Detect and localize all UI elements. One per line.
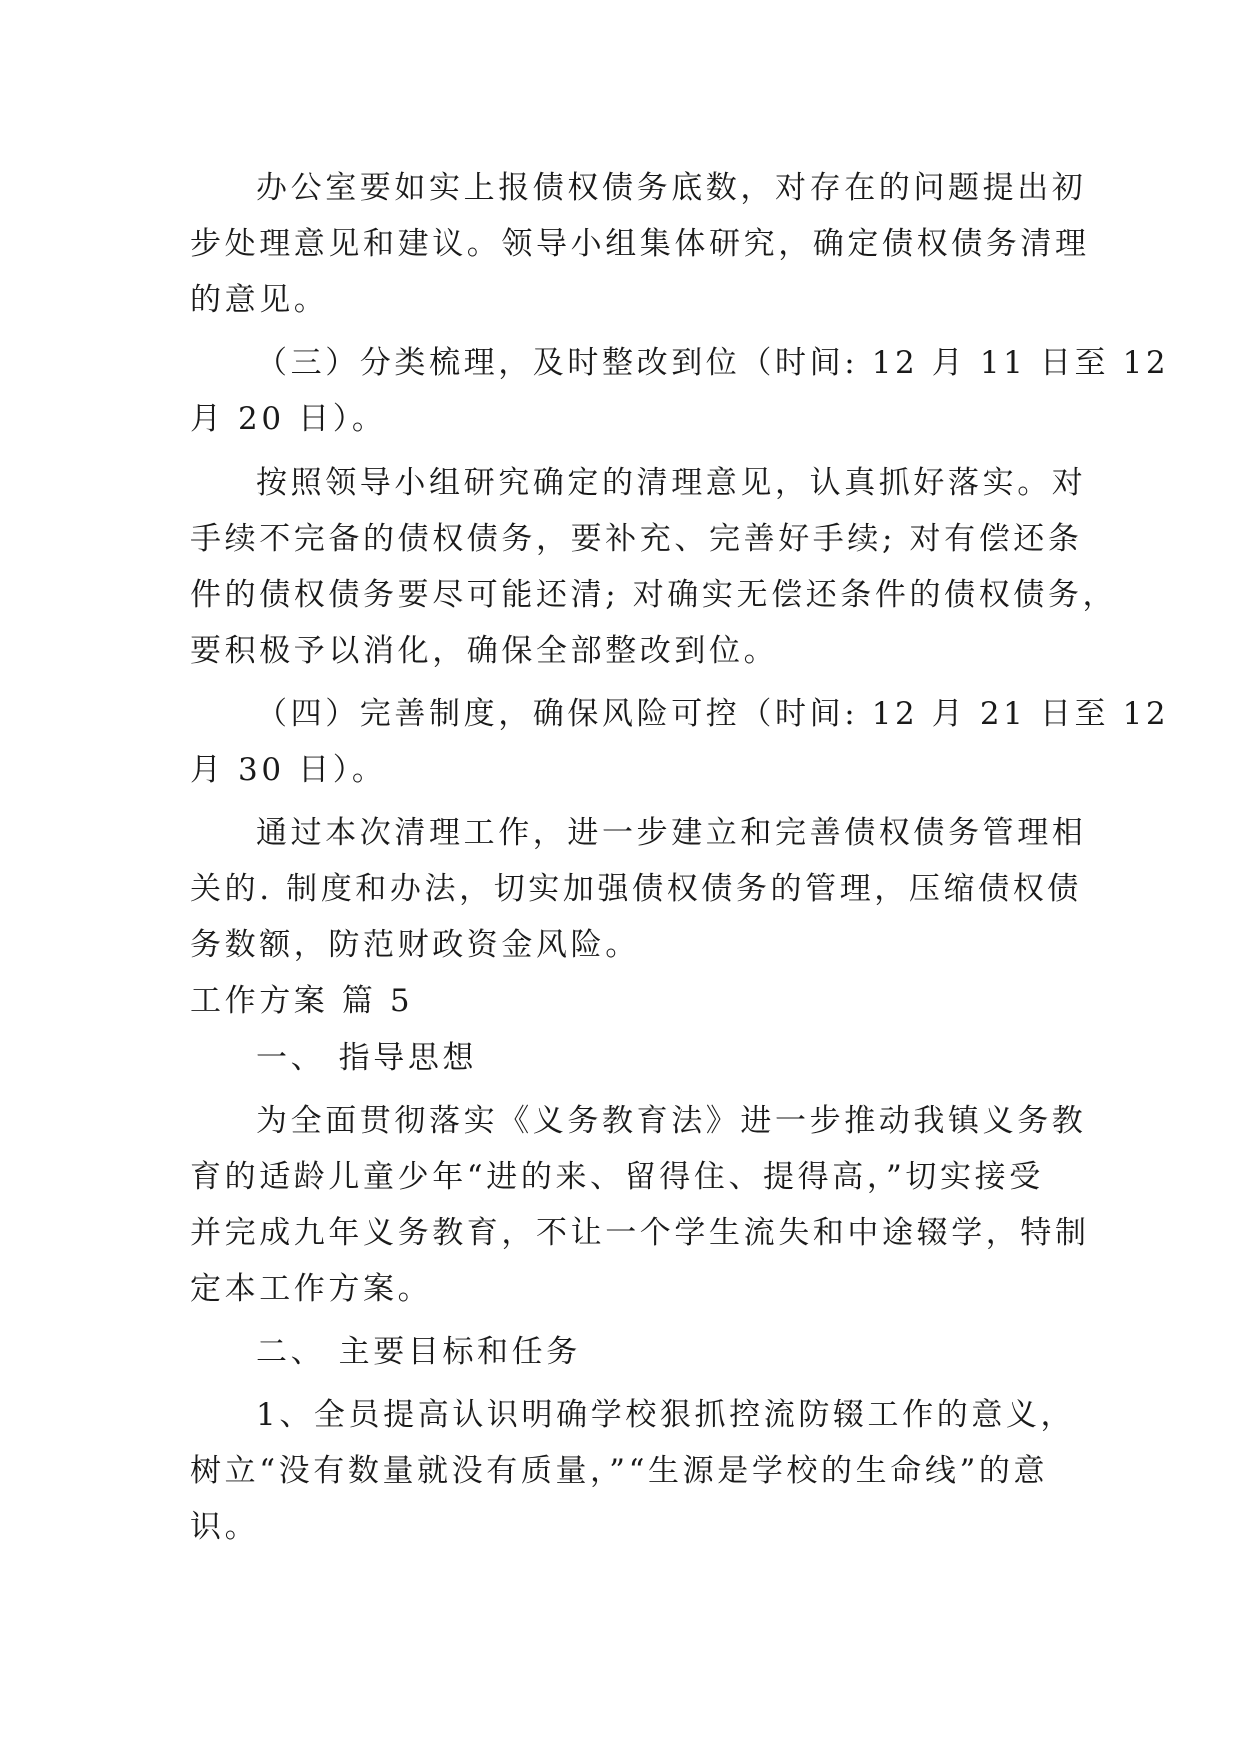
paragraph-line: 通过本次清理工作，进一步建立和完善债权债务管理相 bbox=[256, 815, 1087, 851]
section-heading-4: （四）完善制度，确保风险可控（时间: 12 月 21 日至 12 bbox=[256, 696, 1170, 732]
paragraph-line: 件的债权债务要尽可能还清; 对确实无偿还条件的债权债务， bbox=[190, 577, 1118, 613]
paragraph-line: 办公室要如实上报债权债务底数，对存在的问题提出初 bbox=[256, 170, 1087, 206]
paragraph-line: 关的. 制度和办法，切实加强债权债务的管理，压缩债权债 bbox=[190, 871, 1082, 907]
paragraph-line: 识。 bbox=[190, 1509, 260, 1545]
article-title: 工作方案 篇 5 bbox=[190, 983, 414, 1019]
paragraph-line: 务数额，防范财政资金风险。 bbox=[190, 927, 640, 963]
paragraph-line: 步处理意见和建议。领导小组集体研究，确定债权债务清理 bbox=[190, 226, 1090, 262]
section-heading-3-cont: 月 20 日）。 bbox=[190, 401, 387, 437]
paragraph-line: 育的适龄儿童少年“进的来、留得住、提得高，”切实接受 bbox=[190, 1159, 1044, 1195]
paragraph-line: 按照领导小组研究确定的清理意见，认真抓好落实。对 bbox=[256, 465, 1087, 501]
paragraph-line: 要积极予以消化，确保全部整改到位。 bbox=[190, 633, 779, 669]
paragraph-line: 手续不完备的债权债务，要补充、完善好手续; 对有偿还条 bbox=[190, 521, 1083, 557]
paragraph-line: 定本工作方案。 bbox=[190, 1271, 433, 1307]
paragraph-line: 的意见。 bbox=[190, 282, 329, 318]
section-heading-2: 二、 主要目标和任务 bbox=[256, 1334, 581, 1370]
paragraph-line: 树立“没有数量就没有质量，”“生源是学校的生命线”的意 bbox=[190, 1453, 1049, 1489]
paragraph-line: 并完成九年义务教育，不让一个学生流失和中途辍学，特制 bbox=[190, 1215, 1090, 1251]
paragraph-line: 为全面贯彻落实《义务教育法》进一步推动我镇义务教 bbox=[256, 1103, 1087, 1139]
paragraph-line: 1、全员提高认识明确学校狠抓控流防辍工作的意义， bbox=[256, 1397, 1076, 1433]
section-heading-4-cont: 月 30 日）。 bbox=[190, 752, 387, 788]
section-heading-3: （三）分类梳理，及时整改到位（时间: 12 月 11 日至 12 bbox=[256, 345, 1170, 381]
section-heading-1: 一、 指导思想 bbox=[256, 1040, 478, 1076]
